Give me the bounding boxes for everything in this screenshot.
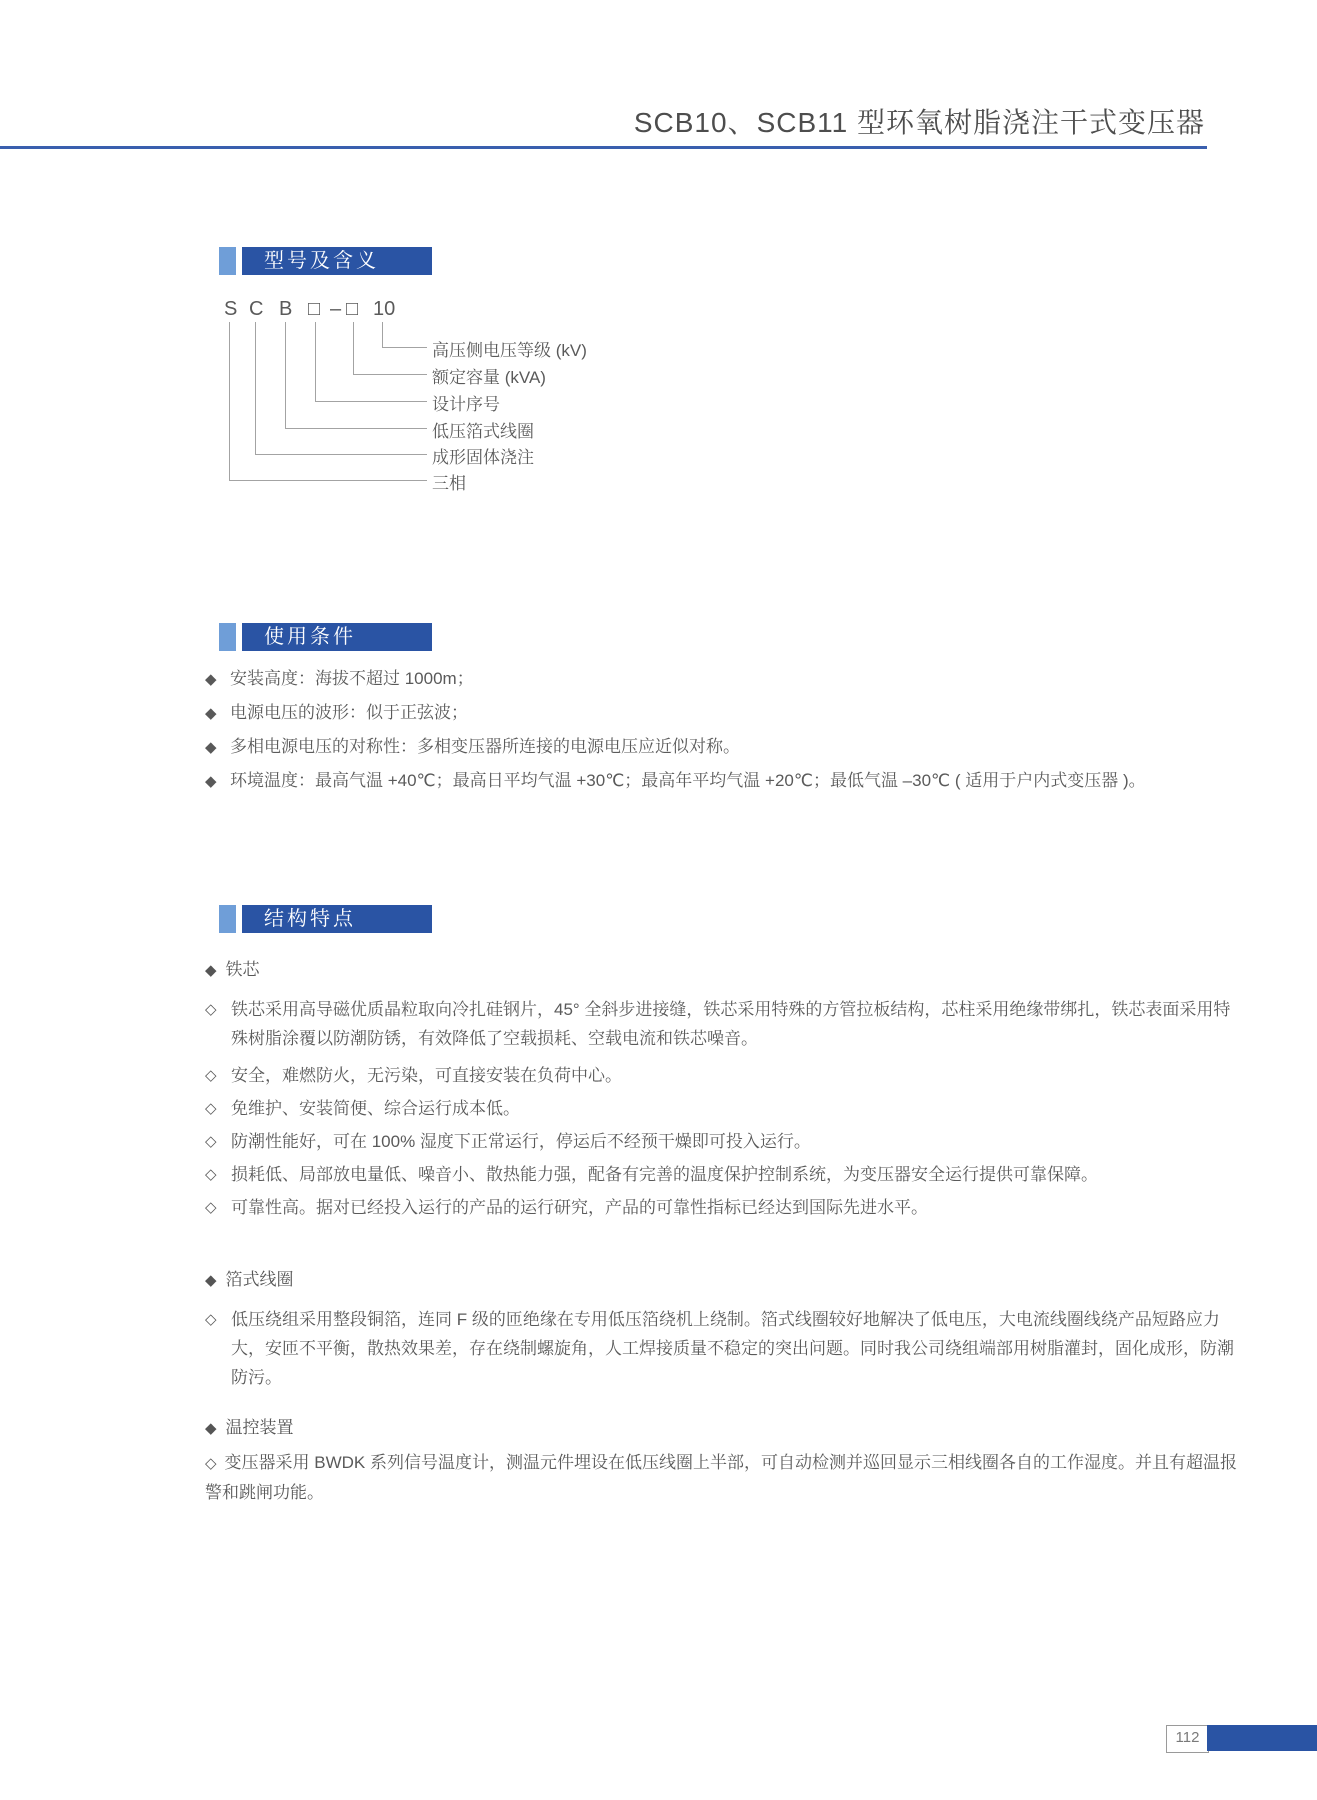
hollow-diamond-bullet-icon: ◇ <box>205 1166 217 1183</box>
usage-condition-item <box>205 669 1275 689</box>
code-label-solid-cast: 成形固体浇注 <box>432 448 534 467</box>
connector-line <box>229 480 427 481</box>
connector-line <box>382 322 383 347</box>
connector-line <box>382 347 427 348</box>
usage-condition-text: 多相电源电压的对称性：多相变压器所连接的电源电压应近似对称。 <box>230 737 740 756</box>
usage-condition-item <box>205 771 1275 791</box>
diamond-bullet-icon: ◆ <box>205 671 217 688</box>
feature-item <box>205 1061 1247 1090</box>
diamond-bullet-icon: ◆ <box>205 705 217 722</box>
subsection-title-temp-control <box>205 1413 294 1438</box>
diamond-bullet-icon: ◆ <box>205 962 217 979</box>
section-title-bar: 使用条件 <box>242 623 432 651</box>
hollow-diamond-bullet-icon: ◇ <box>205 1133 217 1150</box>
code-box-1: □ <box>308 298 321 320</box>
diamond-bullet-icon: ◆ <box>205 1272 217 1289</box>
code-box-2: □ <box>346 298 359 320</box>
usage-condition-text: 电源电压的波形：似于正弦波； <box>230 703 468 722</box>
code-label-lv-foil: 低压箔式线圈 <box>432 422 534 441</box>
connector-line <box>353 374 427 375</box>
section-accent-square <box>219 247 236 275</box>
usage-condition-item <box>205 703 1275 723</box>
connector-line <box>229 322 230 480</box>
hollow-diamond-bullet-icon: ◇ <box>205 1455 217 1472</box>
core-feature-list <box>205 995 1247 1226</box>
section-header-usage <box>219 623 432 651</box>
usage-condition-item <box>205 737 1275 757</box>
feature-item <box>205 1160 1247 1189</box>
hollow-diamond-bullet-icon: ◇ <box>205 1100 217 1117</box>
feature-item <box>205 1094 1247 1123</box>
diamond-bullet-icon: ◆ <box>205 773 217 790</box>
hollow-diamond-bullet-icon: ◇ <box>205 1067 217 1084</box>
feature-item <box>205 995 1247 1053</box>
section-accent-square <box>219 905 236 933</box>
feature-text: 铁芯采用高导磁优质晶粒取向冷扎硅钢片，45° 全斜步进接缝，铁芯采用特殊的方管拉板结构，芯柱采用绝缘带绑扎，铁芯表面采用特殊树脂涂覆以防潮防锈，有效降低了空载损耗、空载电流和铁芯噪音。 <box>231 1000 1231 1048</box>
feature-text: 免维护、安装简便、综合运行成本低。 <box>231 1099 520 1118</box>
section-header-structure <box>219 905 432 933</box>
section-title-bar: 结构特点 <box>242 905 432 933</box>
connector-line <box>255 454 427 455</box>
connector-line <box>315 401 427 402</box>
usage-condition-text: 环境温度：最高气温 +40℃；最高日平均气温 +30℃；最高年平均气温 +20℃；最低气温 –30℃ ( 适用于户内式变压器 )。 <box>230 771 1146 790</box>
section-accent-square <box>219 623 236 651</box>
connector-line <box>285 322 286 428</box>
feature-text: 低压绕组采用整段铜箔，连同 F 级的匝绝缘在专用低压箔绕机上绕制。箔式线圈较好地解决了低电压，大电流线圈线绕产品短路应力大，安匝不平衡，散热效果差，存在绕制螺旋角，人工焊接质量不稳定的突出问题。同时我公司绕组端部用树脂灌封，固化成形，防潮防污。 <box>231 1310 1234 1387</box>
page-title: SCB10、SCB11 型环氧树脂浇注干式变压器 <box>633 107 1205 138</box>
page-number: 112 <box>1166 1725 1209 1753</box>
foil-coil-feature-list <box>205 1305 1247 1396</box>
diamond-bullet-icon: ◆ <box>205 1420 217 1437</box>
model-code-diagram <box>224 298 1004 498</box>
hollow-diamond-bullet-icon: ◇ <box>205 1001 217 1018</box>
usage-condition-text: 安装高度：海拔不超过 1000m； <box>230 669 474 688</box>
hollow-diamond-bullet-icon: ◇ <box>205 1311 217 1328</box>
feature-text: 可靠性高。据对已经投入运行的产品的运行研究，产品的可靠性指标已经达到国际先进水平。 <box>231 1198 928 1217</box>
code-label-capacity: 额定容量 (kVA) <box>432 368 546 387</box>
hollow-diamond-bullet-icon: ◇ <box>205 1199 217 1216</box>
code-dash: – <box>330 298 342 320</box>
code-char-b: B <box>279 298 293 320</box>
subsection-title-text: 温控装置 <box>225 1418 294 1437</box>
usage-conditions-list <box>205 669 1275 805</box>
code-label-hv-voltage: 高压侧电压等级 (kV) <box>432 341 587 360</box>
feature-item <box>205 1448 1247 1507</box>
feature-text: 损耗低、局部放电量低、噪音小、散热能力强，配备有完善的温度保护控制系统，为变压器安全运行提供可靠保障。 <box>231 1165 1098 1184</box>
code-char-s: S <box>224 298 238 320</box>
feature-text: 变压器采用 BWDK 系列信号温度计，测温元件埋设在低压线圈上半部，可自动检测并巡回显示三相线圈各自的工作湿度。并且有超温报警和跳闸功能。 <box>205 1453 1237 1502</box>
code-char-c: C <box>249 298 264 320</box>
connector-line <box>353 322 354 374</box>
section-header-model <box>219 247 432 275</box>
diamond-bullet-icon: ◆ <box>205 739 217 756</box>
subsection-title-text: 箔式线圈 <box>225 1270 294 1289</box>
code-label-three-phase: 三相 <box>432 474 466 493</box>
feature-text: 防潮性能好，可在 100% 湿度下正常运行，停运后不经预干燥即可投入运行。 <box>231 1132 811 1151</box>
code-label-design-no: 设计序号 <box>432 395 500 414</box>
feature-text: 安全，难燃防火，无污染，可直接安装在负荷中心。 <box>231 1066 622 1085</box>
connector-line <box>285 428 427 429</box>
connector-line <box>255 322 256 454</box>
connector-line <box>315 322 316 401</box>
subsection-title-foil-coil <box>205 1265 294 1290</box>
footer-accent-bar <box>1207 1725 1317 1751</box>
temp-control-feature-list <box>205 1448 1247 1511</box>
subsection-title-core <box>205 955 260 980</box>
section-title-bar: 型号及含义 <box>242 247 432 275</box>
subsection-title-text: 铁芯 <box>225 960 260 979</box>
feature-item <box>205 1127 1247 1156</box>
feature-item <box>205 1193 1247 1222</box>
code-char-10: 10 <box>373 298 396 320</box>
feature-item <box>205 1305 1247 1392</box>
title-divider-rule <box>0 146 1207 149</box>
